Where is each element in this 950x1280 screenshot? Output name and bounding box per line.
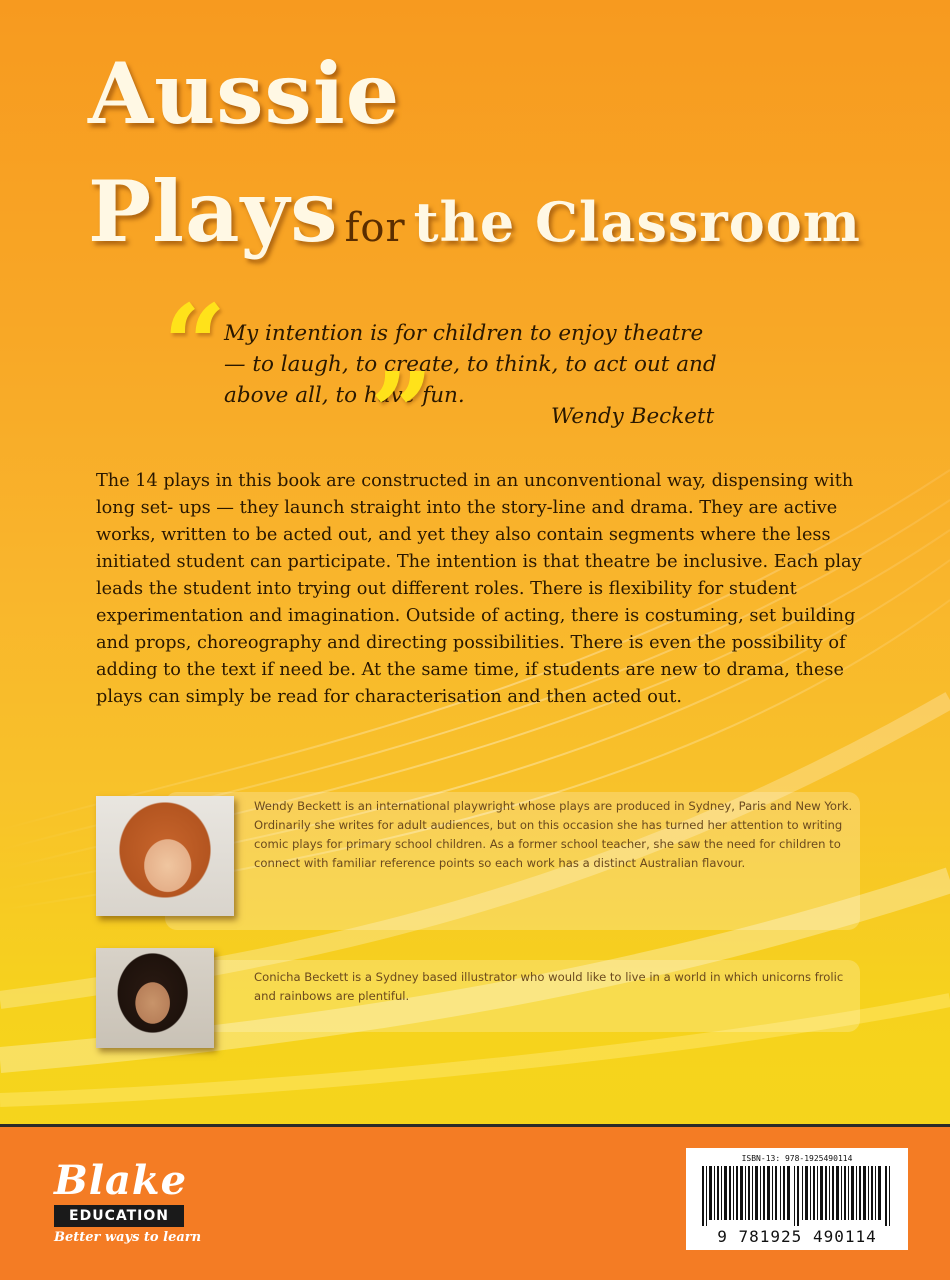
title-the-classroom: the Classroom — [413, 190, 861, 254]
publisher-tagline: Better ways to learn — [54, 1230, 202, 1245]
publisher-logo-education: EDUCATION — [54, 1205, 184, 1227]
title-line-1: Aussie — [88, 44, 401, 143]
illustrator-bio-text: Conicha Beckett is a Sydney based illustrator who would like to live in a world in which unicorns frolic and rainbows are plentiful. — [254, 970, 844, 1003]
quote-text: My intention is for children to enjoy theatre — to laugh, to create, to think, to act out and above all, to have fun. — [224, 321, 717, 408]
close-quote-icon: ” — [370, 348, 434, 477]
open-quote-icon: “ — [163, 280, 227, 409]
author-photo — [96, 796, 234, 916]
barcode — [686, 1148, 908, 1250]
author-bio-text: Wendy Beckett is an international playwright whose plays are produced in Sydney, Paris and New York. Ordinarily she writes for adult audiences, but on this occasion she has turned her attention to writing comic plays for primary school children. As a former school teacher, she saw the need for children to connect with familiar reference points so each work has a distinct Australian flavour. — [254, 799, 853, 870]
barcode-number: 9 781925 490114 — [717, 1227, 877, 1246]
publisher-logo-name: Blake — [54, 1157, 188, 1204]
title-for: for — [344, 205, 406, 251]
title-line-2 — [88, 162, 861, 261]
barcode-bars — [702, 1166, 892, 1226]
description-paragraph: The 14 plays in this book are constructed in an unconventional way, dispensing with long set- ups — they launch straight into the story-line and drama. They are active works, written to be acted out, and yet they also contain segments where the less initiated student can participate. The intention is that theatre be inclusive. Each play leads the student into trying out different roles. There is flexibility for student experimentation and imagination. Outside of acting, there is costuming, set building and props, choreography and directing possibilities. There is even the possibility of adding to the text if need be. At the same time, if students are new to drama, these plays can simply be read for characterisation and then acted out. — [96, 471, 862, 707]
quote-author: Wendy Beckett — [551, 404, 715, 429]
isbn-label: ISBN-13: 978-1925490114 — [741, 1154, 853, 1163]
title-plays: Plays — [88, 162, 339, 261]
illustrator-photo — [96, 948, 214, 1048]
